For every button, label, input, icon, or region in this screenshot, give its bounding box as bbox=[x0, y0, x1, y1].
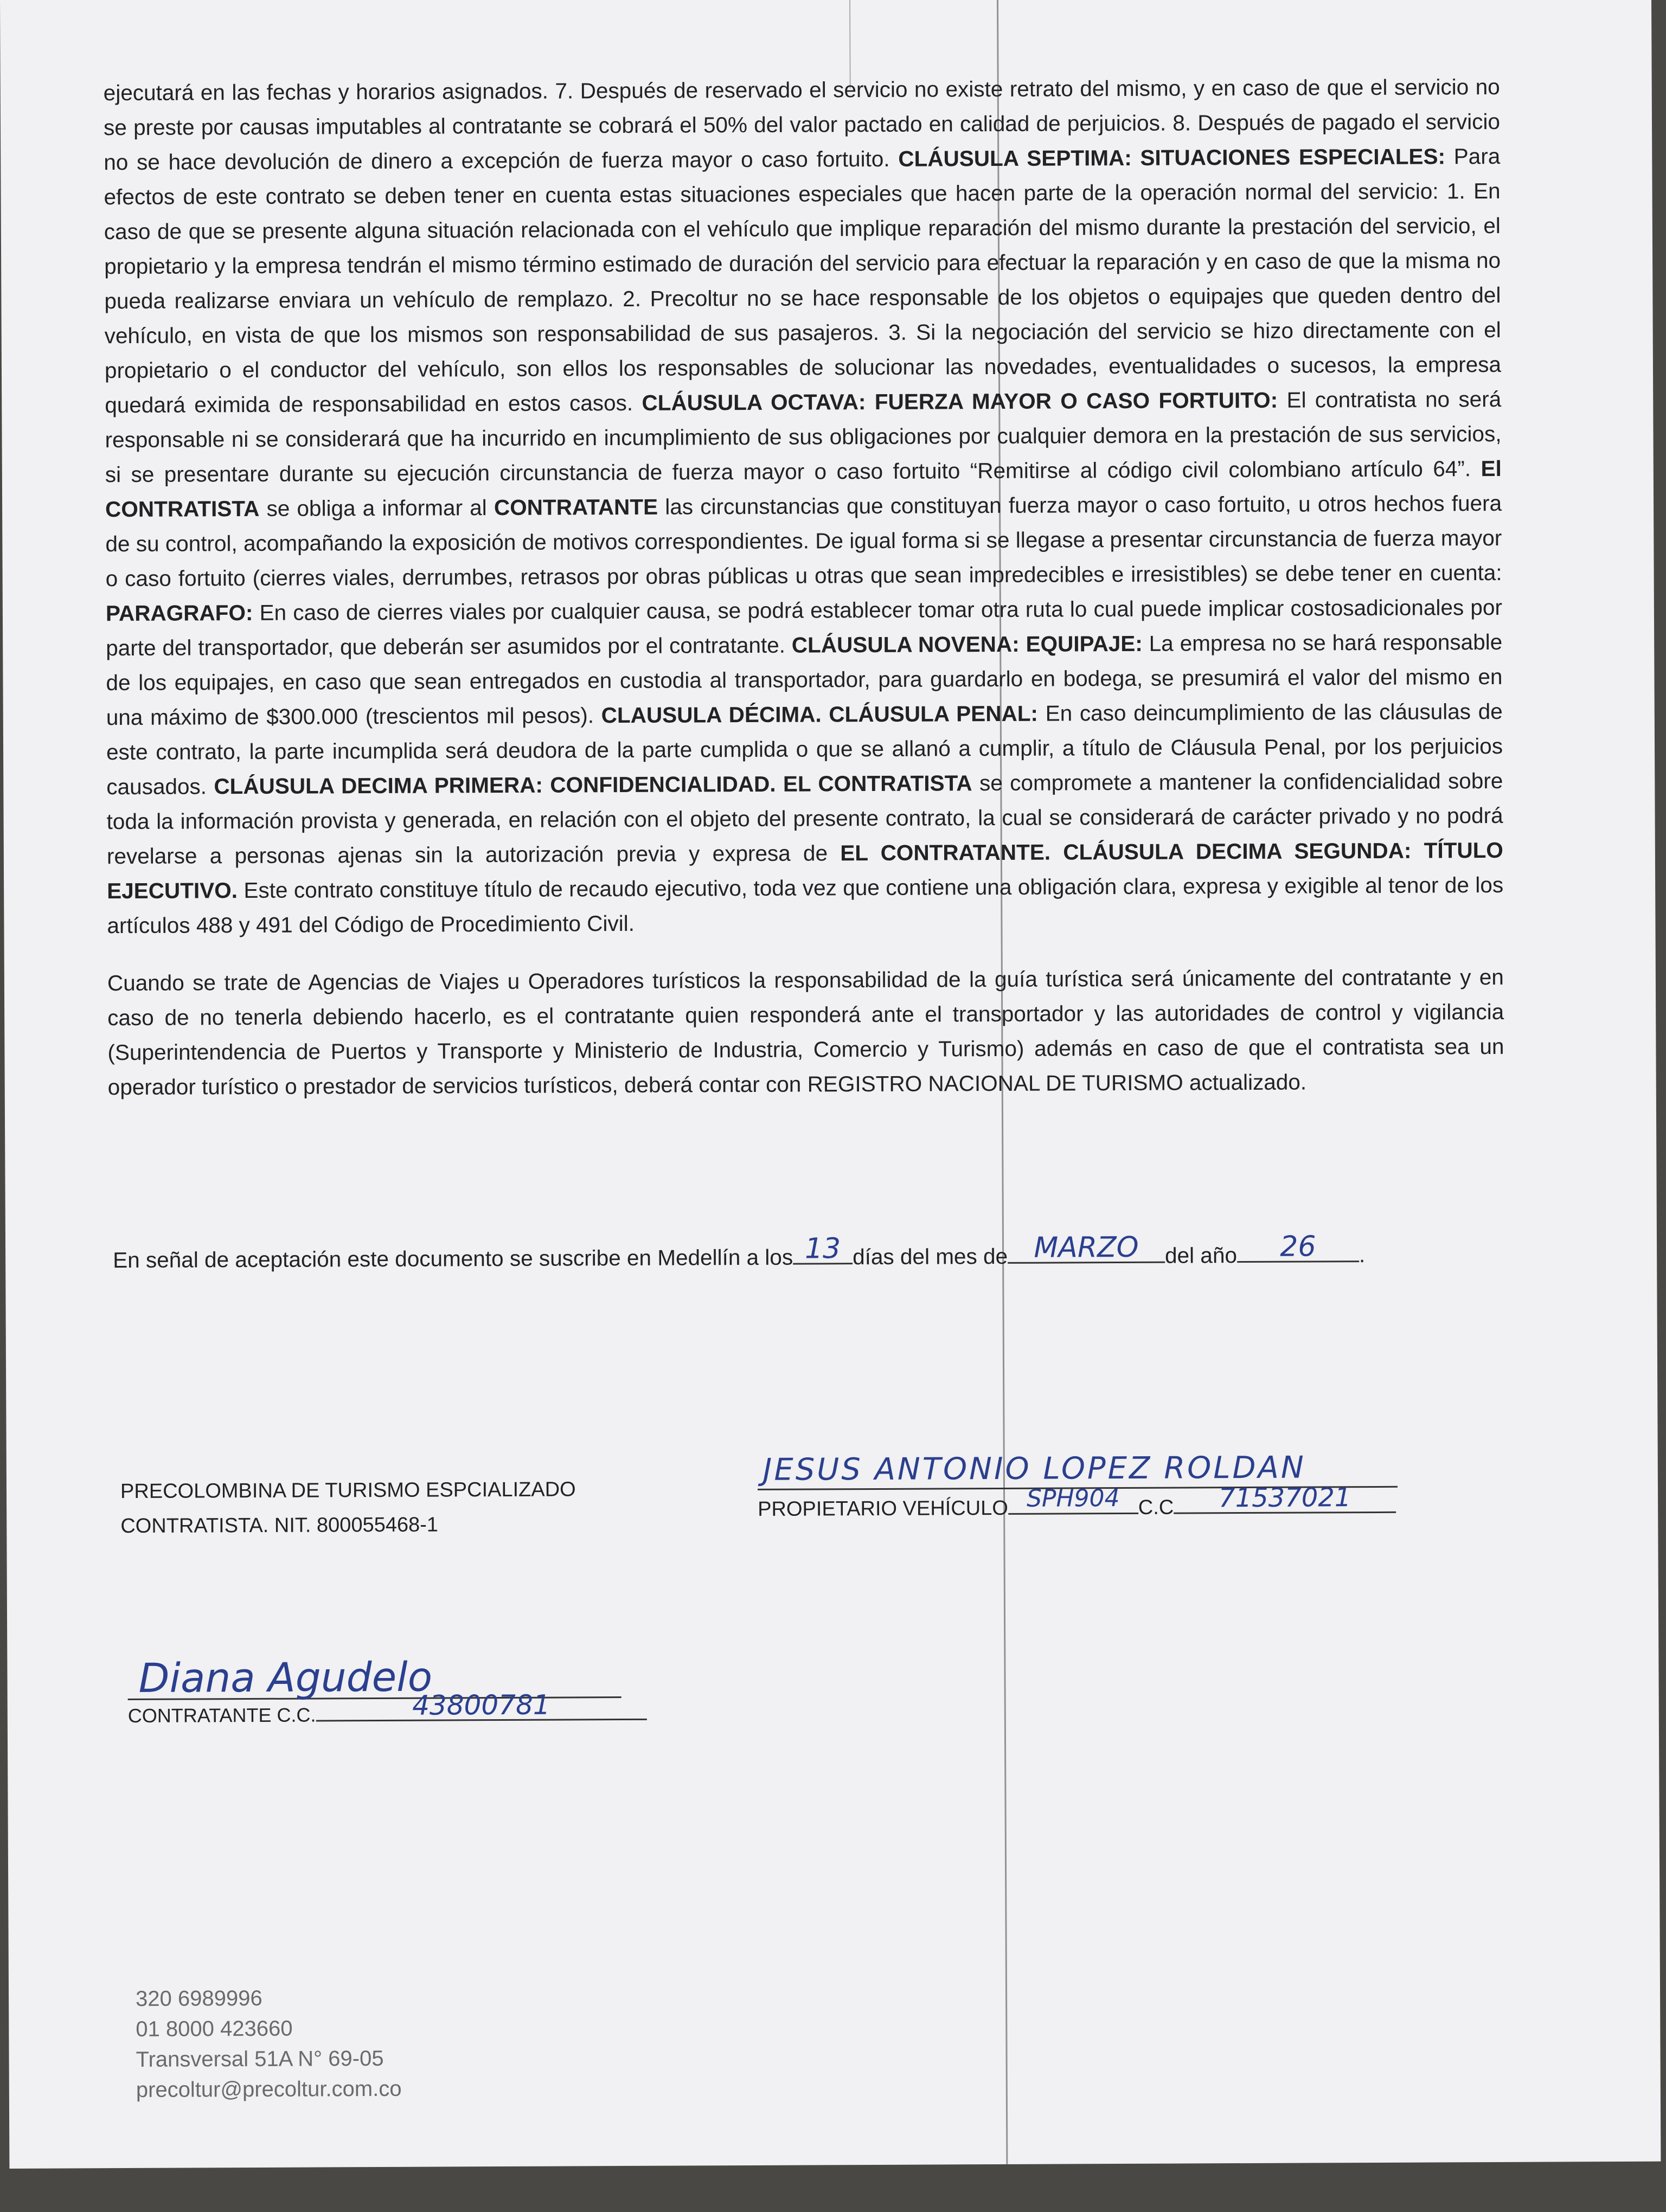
clauses-paragraph bbox=[104, 69, 1504, 943]
company-nit: CONTRATISTA. NIT. 800055468-1 bbox=[120, 1513, 439, 1538]
clause-text: La empresa no se hará responsable de los equipajes, en caso que sean entregados en custodia al transportador, para guardarlo en bodega, se presumirá el valor del mismo en una máximo de $300.000 (trescientos mil pesos). bbox=[106, 629, 1503, 730]
contratista-block bbox=[120, 1472, 576, 1544]
contact-address: Transversal 51A N° 69-05 bbox=[136, 2046, 384, 2072]
contract-body bbox=[104, 69, 1504, 1104]
contratante-cc-handwritten: 43800781 bbox=[412, 1689, 550, 1721]
day-handwritten: 13 bbox=[804, 1232, 841, 1265]
owner-cc-blank bbox=[1174, 1482, 1396, 1514]
clause-text: El contratista no será responsable ni se considerará que ha incurrido en incumplimiento de sus obligaciones por cualquier demora en la prestación de sus servicios, si se presentare durante su ejecución circunstancia de fuerza mayor o caso fortuito “Remitirse al código civil colombiano artículo 64”. bbox=[105, 386, 1502, 487]
contact-footer bbox=[136, 1983, 402, 2105]
contratante-cc-blank bbox=[316, 1689, 646, 1722]
clause-heading: CLÁUSULA DECIMA PRIMERA: CONFIDENCIALIDAD. EL CONTRATISTA bbox=[214, 770, 972, 799]
clause-text: se compromete a mantener la confidencialidad sobre toda la información provista y generada, en relación con el objeto del presente contrato, la cual se considerará de carácter privado y no podrá revelarse a personas ajenas sin la autorización previa y expresa de bbox=[106, 768, 1503, 869]
month-blank bbox=[1008, 1231, 1165, 1264]
owner-signature-block bbox=[758, 1450, 1398, 1521]
acceptance-prefix: En señal de aceptación este documento se suscribe en Medellín a los bbox=[113, 1244, 793, 1273]
contact-email: precoltur@precoltur.com.co bbox=[136, 2076, 402, 2102]
plate-handwritten: SPH904 bbox=[1026, 1484, 1120, 1513]
clause-heading: El CONTRATISTA bbox=[105, 455, 1502, 522]
clause-heading: CONTRATANTE bbox=[494, 494, 658, 520]
plate-blank bbox=[1008, 1484, 1138, 1515]
clause-heading: PARAGRAFO: bbox=[105, 600, 253, 626]
clause-text: las circunstancias que constituyan fuerza mayor o caso fortuito, u otros hechos fuera de su control, acompañando la exposición de motivos correspondientes. De igual forma si se llegase a presentar circunstancia de fuerza mayor o caso fortuito (cierres viales, derrumbes, retrasos por obras públicas u otras que sean impredecibles e irresistibles) se debe tener en cuenta: bbox=[105, 490, 1502, 591]
month-handwritten: MARZO bbox=[1034, 1231, 1139, 1264]
contratante-signature: Diana Agudelo bbox=[138, 1654, 433, 1702]
company-name: PRECOLOMBINA DE TURISMO ESPCIALIZADO bbox=[120, 1478, 576, 1503]
contact-phone-2: 01 8000 423660 bbox=[136, 2016, 293, 2041]
acceptance-statement bbox=[113, 1230, 1366, 1273]
day-blank bbox=[793, 1232, 853, 1265]
year-label: del año bbox=[1164, 1243, 1238, 1268]
clause-heading: EL CONTRATANTE. CLÁUSULA DECIMA SEGUNDA: TÍTULO EJECUTIVO. bbox=[107, 837, 1503, 904]
owner-details-row bbox=[758, 1482, 1398, 1521]
contact-phone: 320 6989996 bbox=[135, 1986, 262, 2011]
days-label: días del mes de bbox=[853, 1243, 1008, 1270]
year-handwritten: 26 bbox=[1280, 1230, 1316, 1263]
clause-heading: CLÁUSULA SEPTIMA: SITUACIONES ESPECIALES: bbox=[898, 144, 1446, 171]
clause-heading: CLÁUSULA NOVENA: EQUIPAJE: bbox=[791, 631, 1143, 658]
contratante-details-row bbox=[127, 1689, 670, 1727]
clause-heading: CLAUSULA DÉCIMA. CLÁUSULA PENAL: bbox=[601, 700, 1039, 728]
clause-text: En caso deincumplimiento de las cláusulas de este contrato, la parte incumplida será deudora de la parte cumplida o que se allanó a cumplir, a título de Cláusula Penal, por los perjuicios causados. bbox=[106, 698, 1503, 800]
owner-cc-handwritten: 71537021 bbox=[1218, 1482, 1351, 1514]
year-blank bbox=[1237, 1230, 1359, 1263]
clause-text: se obliga a informar al bbox=[259, 495, 495, 521]
owner-signature: JESUS ANTONIO LOPEZ ROLDAN bbox=[762, 1450, 1306, 1488]
clause-text: ejecutará en las fechas y horarios asignados. 7. Después de reservado el servicio no existe retrato del mismo, y en caso de que el servicio no se preste por causas imputables al contratante se cobrará el 50% del valor pactado en calidad de perjuicios. 8. Después de pagado el servicio no se hace devolución de dinero a excepción de fuerza mayor o caso fortuito. bbox=[103, 74, 1501, 175]
owner-label: PROPIETARIO VEHÍCULO bbox=[758, 1496, 1008, 1521]
clause-text: Este contrato constituye título de recaudo ejecutivo, toda vez que contiene una obligación clara, expresa y exigible al tenor de los artículos 488 y 491 del Código de Procedimiento Civil. bbox=[107, 872, 1504, 938]
contratante-signature-block bbox=[127, 1654, 670, 1727]
clause-text: En caso de cierres viales por cualquier causa, se podrá establecer tomar otra ruta lo cual puede implicar costosadicionales por parte del transportador, que deberán ser asumidos por el contratante. bbox=[106, 594, 1503, 661]
owner-cc-label: C.C bbox=[1138, 1496, 1174, 1519]
contratante-label: CONTRATANTE C.C. bbox=[127, 1703, 316, 1727]
clause-heading: CLÁUSULA OCTAVA: FUERZA MAYOR O CASO FORTUITO: bbox=[642, 387, 1278, 415]
clause-text: Para efectos de este contrato se deben tener en cuenta estas situaciones especiales que hacen parte de la operación normal del servicio: 1. En caso de que se presente alguna situación relacionada con el vehículo que implique reparación del mismo durante la prestación del servicio, el propietario y la empresa tendrán el mismo término estimado de duración del servicio para efectuar la reparación y en caso de que la misma no pueda realizarse enviara un vehículo de remplazo. 2. Precoltur no se hace responsable de los objetos o equipajes que queden dentro del vehículo, en vista de que los mismos son responsabilidad de sus pasajeros. 3. Si la negociación del servicio se hizo directamente con el propietario o el conductor del vehículo, son ellos los responsables de solucionar las novedades, eventualidades o sucesos, la empresa quedará eximida de responsabilidad en estos casos. bbox=[104, 143, 1502, 418]
agencies-paragraph: Cuando se trate de Agencias de Viajes u Operadores turísticos la responsabilidad de la guía turística será únicamente del contratante y en caso de no tenerla debiendo hacerlo, es el contratante quien responderá ante el transportador y las autoridades de control y vigilancia (Superintendencia de Puertos y Transporte y Ministerio de Industria, Comercio y Turismo) además en caso de que el contratista sea un operador turístico o prestador de servicios turísticos, deberá contar con REGISTRO NACIONAL DE TURISMO actualizado. bbox=[107, 964, 1504, 1100]
acceptance-end: . bbox=[1359, 1242, 1366, 1268]
